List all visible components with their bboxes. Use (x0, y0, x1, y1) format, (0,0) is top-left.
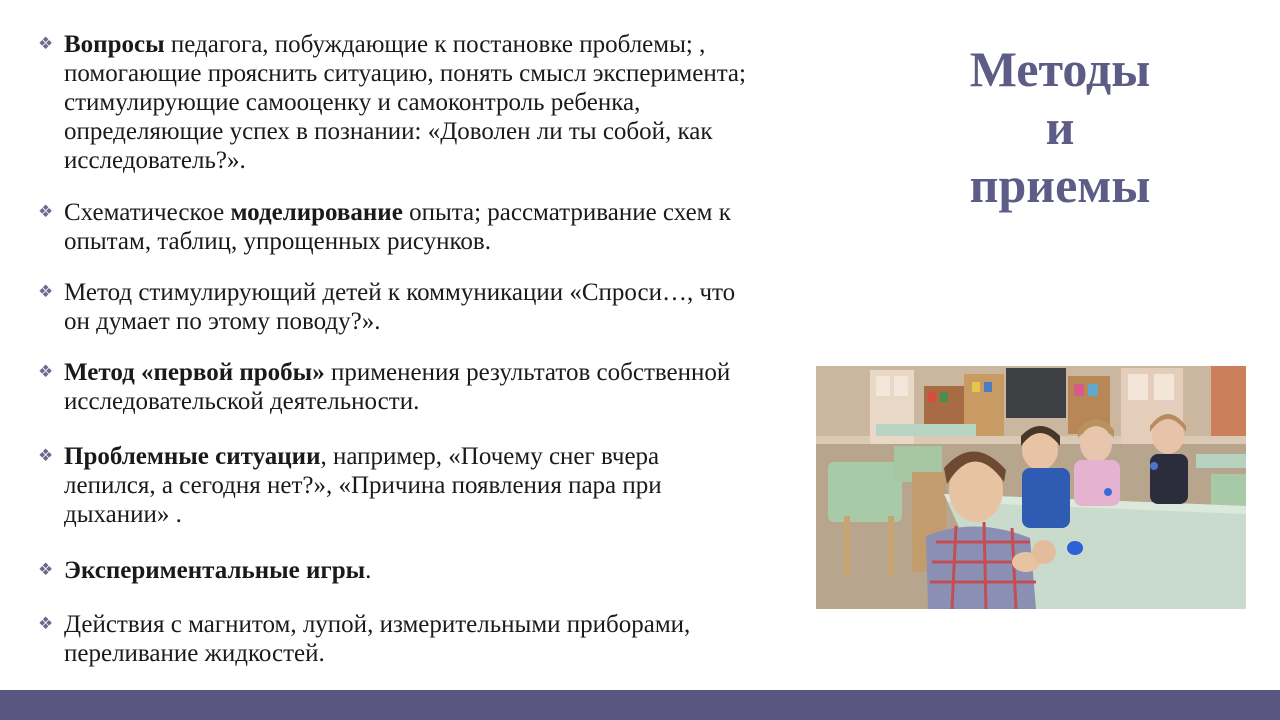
diamond-bullet-icon: ❖ (38, 34, 54, 53)
bullet-text (64, 30, 746, 175)
title-line: Методы (969, 41, 1151, 97)
bold-term: Вопросы (64, 31, 165, 58)
text-run: Метод стимулирующий детей к коммуникации «Спроси…, что (64, 279, 736, 306)
text-run: опытам, таблиц, упрощенных рисунков. (64, 228, 491, 255)
bullet-text (64, 198, 731, 256)
bullet-text (64, 610, 690, 668)
text-run: применения результатов собственной (324, 359, 731, 386)
diamond-bullet-icon: ❖ (38, 446, 54, 465)
bullet-line (64, 610, 690, 639)
bullet-line (64, 500, 662, 529)
title-line: и (1045, 99, 1075, 155)
diamond-bullet-icon: ❖ (38, 614, 54, 633)
bullet-line (64, 471, 662, 500)
text-run: переливание жидкостей. (64, 640, 325, 667)
bullet-text (64, 278, 735, 336)
bullet-line (64, 30, 746, 59)
diamond-bullet-icon: ❖ (38, 282, 54, 301)
diamond-bullet-icon: ❖ (38, 362, 54, 381)
text-run: дыхании» . (64, 501, 182, 528)
bullet-line (64, 358, 730, 387)
text-run: лепился, а сегодня нет?», «Причина появления пара при (64, 472, 662, 499)
text-run: , например, «Почему снег вчера (320, 443, 660, 470)
bold-term: Экспериментальные игры (64, 557, 366, 584)
diamond-bullet-icon: ❖ (38, 560, 54, 579)
text-run: педагога, побуждающие к постановке проблемы; , (164, 31, 706, 58)
bullet-line (64, 59, 746, 88)
text-run: исследователь?». (64, 147, 246, 174)
text-run: помогающие прояснить ситуацию, понять смысл эксперимента; (64, 60, 746, 87)
diamond-bullet-icon: ❖ (38, 202, 54, 221)
bullet-line (64, 198, 731, 227)
bullet-line (64, 387, 730, 416)
text-run: . (365, 557, 372, 584)
bullet-line (64, 442, 662, 471)
text-run: Действия с магнитом, лупой, измерительными приборами, (64, 611, 691, 638)
bullet-line (64, 556, 371, 585)
bullet-line (64, 88, 746, 117)
slide-title (940, 40, 1180, 214)
text-run: исследовательской деятельности. (64, 388, 420, 415)
bold-term: Проблемные ситуации (64, 443, 321, 470)
bullet-text (64, 358, 730, 416)
bold-term: Метод «первой пробы» (64, 359, 325, 386)
title-line: приемы (969, 157, 1151, 213)
bullet-text (64, 556, 371, 585)
text-run: определяющие успех в познании: «Доволен ли ты собой, как (64, 118, 713, 145)
bullet-line (64, 227, 731, 256)
bold-term: моделирование (230, 199, 403, 226)
bullet-line (64, 146, 746, 175)
bullet-line (64, 639, 690, 668)
bullet-line (64, 117, 746, 146)
bullet-line (64, 307, 735, 336)
bottom-bar (0, 690, 1280, 720)
bullet-line (64, 278, 735, 307)
children-experiment-photo (816, 366, 1246, 609)
text-run: стимулирующие самооценку и самоконтроль ребенка, (64, 89, 641, 116)
text-run: Схематическое (64, 199, 231, 226)
bullet-text (64, 442, 662, 529)
text-run: он думает по этому поводу?». (64, 308, 381, 335)
text-run: опыта; рассматривание схем к (402, 199, 731, 226)
